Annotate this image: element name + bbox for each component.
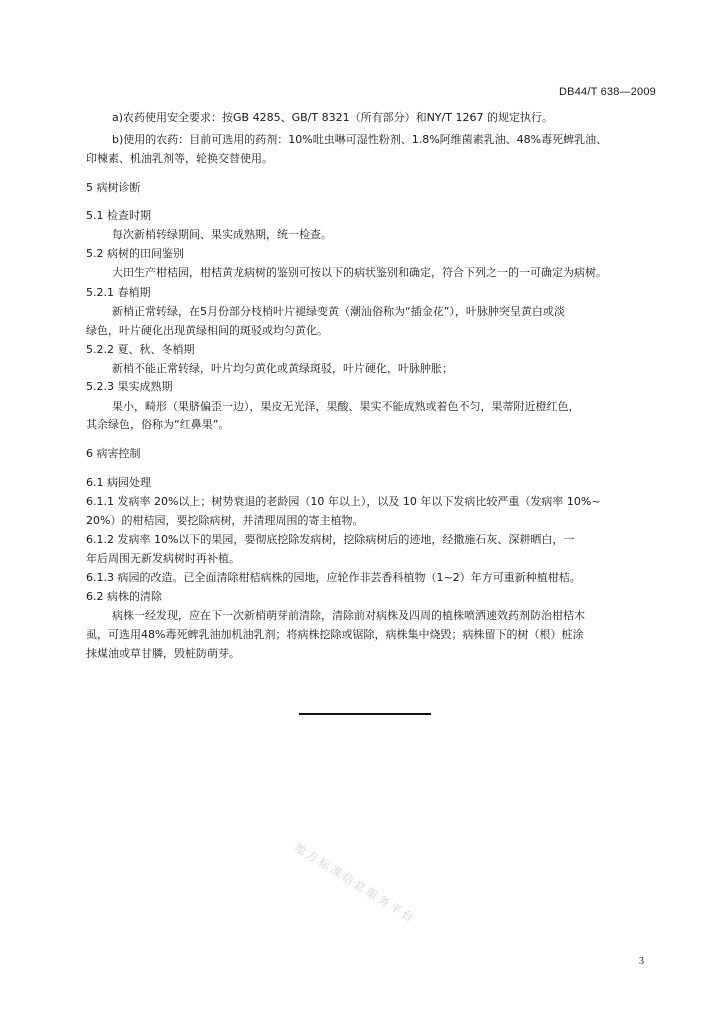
section-5-2-1-line-2: 绿色，叶片硬化出现黄绿相间的斑驳或均匀黄化。 bbox=[86, 324, 328, 337]
section-5-2-1-title: 5.2.1 春梢期 bbox=[86, 286, 151, 299]
page-number: 3 bbox=[639, 956, 644, 967]
standard-code: DB44/T 638—2009 bbox=[559, 86, 656, 98]
section-5-2-2-title: 5.2.2 夏、秋、冬梢期 bbox=[86, 343, 195, 356]
section-6-2-title: 6.2 病株的清除 bbox=[86, 590, 162, 603]
section-5-2-3-line-1: 果小，畸形（果脐偏歪一边），果皮无光泽，果酸、果实不能成熟或着色不匀，果蒂附近橙红色， bbox=[112, 400, 580, 413]
section-5-1-body: 每次新梢转绿期间、果实成熟期，统一检查。 bbox=[112, 228, 332, 241]
section-5-2-body: 大田生产柑桔园，柑桔黄龙病树的鉴别可按以下的病状鉴别和确定，符合下列之一的一可确定为病树。 bbox=[112, 266, 607, 279]
section-5-2-3-line-2: 其余绿色，俗称为“红鼻果”。 bbox=[86, 418, 230, 431]
section-5-2-1-line-1: 新梢正常转绿，在5月份部分枝梢叶片褪绿变黄（潮汕俗称为“插金花”），叶脉肿突呈黄白或淡 bbox=[112, 305, 565, 318]
section-6-1-1-line-2: 20%）的柑桔园，要挖除病树，并清理周围的寄主植物。 bbox=[86, 514, 364, 527]
paragraph-a: a)农药使用安全要求：按GB 4285、GB/T 8321（所有部分）和NY/T 1267 的规定执行。 bbox=[112, 111, 553, 124]
section-6-2-line-2: 虱，可选用48%毒死蜱乳油加机油乳剂；将病株挖除或锯除，病株集中烧毁；病株留下的树（根）桩涂 bbox=[86, 628, 584, 641]
section-6-1-2-line-2: 年后周围无新发病树时再补植。 bbox=[86, 552, 240, 565]
paragraph-b-line-1: b)使用的农药：目前可选用的药剂：10%吡虫啉可湿性粉剂、1.8%阿维菌素乳油、48%毒死蜱乳油、 bbox=[112, 133, 608, 146]
paragraph-b-line-2: 印楝素、机油乳剂等，轮换交替使用。 bbox=[86, 152, 273, 165]
watermark: 地方标准信息服务平台 bbox=[292, 840, 418, 927]
section-6-1-3: 6.1.3 病园的改造。已全面清除柑桔病株的园地，应轮作非芸香科植物（1~2）年方可重新种植柑桔。 bbox=[86, 571, 581, 584]
section-6-1-2-line-1: 6.1.2 发病率 10%以下的果园，要彻底挖除发病树，挖除病树后的迹地，经撒施石灰、深耕晒白，一 bbox=[86, 533, 575, 546]
section-5-2-3-title: 5.2.3 果实成熟期 bbox=[86, 380, 173, 393]
section-6-1-title: 6.1 病园处理 bbox=[86, 476, 151, 489]
section-5-2-2-body: 新梢不能正常转绿，叶片均匀黄化或黄绿斑驳，叶片硬化，叶脉肿胀； bbox=[112, 362, 453, 375]
section-6-2-line-3: 抹煤油或草甘膦，毁桩防萌芽。 bbox=[86, 647, 240, 660]
section-5-title: 5 病树诊断 bbox=[86, 181, 141, 194]
section-5-2-title: 5.2 病树的田间鉴别 bbox=[86, 247, 184, 260]
section-6-title: 6 病害控制 bbox=[86, 447, 141, 460]
section-5-1-title: 5.1 检查时期 bbox=[86, 209, 151, 222]
section-6-2-line-1: 病株一经发现，应在下一次新梢萌芽前清除，清除前对病株及四周的植株喷洒速效药剂防治柑桔木 bbox=[112, 609, 585, 622]
end-of-text-rule bbox=[299, 713, 431, 715]
section-6-1-1-line-1: 6.1.1 发病率 20%以上；树势衰退的老龄园（10 年以上），以及 10 年以下发病比较严重（发病率 10%~ bbox=[86, 495, 601, 508]
